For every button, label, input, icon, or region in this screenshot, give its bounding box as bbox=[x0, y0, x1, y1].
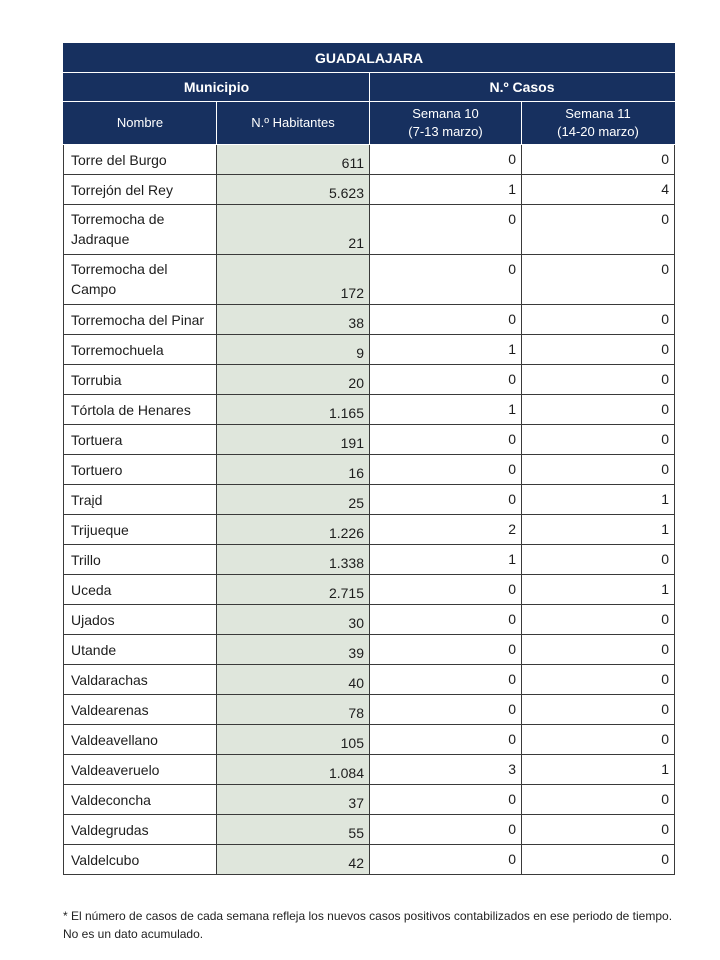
cases-table bbox=[63, 43, 675, 875]
cell-semana10: 1 bbox=[370, 335, 522, 365]
table-row bbox=[64, 305, 675, 335]
table-row bbox=[64, 845, 675, 875]
table-row bbox=[64, 665, 675, 695]
cell-habitantes: 2.715 bbox=[217, 575, 370, 605]
cell-semana11: 0 bbox=[522, 815, 675, 845]
cell-semana11: 0 bbox=[522, 255, 675, 305]
cell-semana10: 0 bbox=[370, 485, 522, 515]
table-row bbox=[64, 455, 675, 485]
cell-semana11: 4 bbox=[522, 175, 675, 205]
cell-semana10: 0 bbox=[370, 815, 522, 845]
cell-semana10: 0 bbox=[370, 605, 522, 635]
cell-semana10: 0 bbox=[370, 635, 522, 665]
table-row bbox=[64, 605, 675, 635]
cell-habitantes: 78 bbox=[217, 695, 370, 725]
cell-nombre: Torremocha del Pinar bbox=[64, 305, 217, 335]
cell-nombre: Tortuero bbox=[64, 455, 217, 485]
cell-semana10: 0 bbox=[370, 145, 522, 175]
cell-nombre: Valdeaveruelo bbox=[64, 755, 217, 785]
table-row bbox=[64, 545, 675, 575]
cell-semana10: 0 bbox=[370, 725, 522, 755]
cell-habitantes: 1.084 bbox=[217, 755, 370, 785]
table-row bbox=[64, 725, 675, 755]
table-row bbox=[64, 515, 675, 545]
cell-nombre: Torre del Burgo bbox=[64, 145, 217, 175]
table-title: GUADALAJARA bbox=[64, 44, 675, 73]
cell-semana11: 0 bbox=[522, 725, 675, 755]
cell-semana11: 1 bbox=[522, 485, 675, 515]
cell-habitantes: 38 bbox=[217, 305, 370, 335]
cell-semana11: 0 bbox=[522, 205, 675, 255]
cell-habitantes: 16 bbox=[217, 455, 370, 485]
table-row bbox=[64, 175, 675, 205]
cell-semana10: 0 bbox=[370, 665, 522, 695]
cell-semana10: 0 bbox=[370, 695, 522, 725]
cell-semana10: 1 bbox=[370, 175, 522, 205]
column-header-semana11 bbox=[522, 102, 675, 145]
cell-nombre: Torremocha de Jadraque bbox=[64, 205, 217, 255]
table-row bbox=[64, 335, 675, 365]
cell-nombre: Trillo bbox=[64, 545, 217, 575]
cell-semana11: 0 bbox=[522, 845, 675, 875]
table-row bbox=[64, 635, 675, 665]
cell-semana11: 1 bbox=[522, 575, 675, 605]
cell-habitantes: 40 bbox=[217, 665, 370, 695]
cell-habitantes: 30 bbox=[217, 605, 370, 635]
cell-nombre: Valdeconcha bbox=[64, 785, 217, 815]
cell-nombre: Traįd bbox=[64, 485, 217, 515]
cell-habitantes: 172 bbox=[217, 255, 370, 305]
cell-semana10: 0 bbox=[370, 305, 522, 335]
cell-semana11: 1 bbox=[522, 515, 675, 545]
cell-semana11: 0 bbox=[522, 145, 675, 175]
table-row bbox=[64, 485, 675, 515]
cell-nombre: Tortuera bbox=[64, 425, 217, 455]
cell-semana10: 0 bbox=[370, 255, 522, 305]
footnote: * El número de casos de cada semana refleja los nuevos casos positivos contabilizados en ese periodo de tiempo. No es un dato acumulado. bbox=[63, 909, 673, 941]
cell-habitantes: 9 bbox=[217, 335, 370, 365]
cell-nombre: Utande bbox=[64, 635, 217, 665]
table-row bbox=[64, 695, 675, 725]
cell-habitantes: 55 bbox=[217, 815, 370, 845]
cell-habitantes: 20 bbox=[217, 365, 370, 395]
cell-habitantes: 191 bbox=[217, 425, 370, 455]
cell-semana10: 0 bbox=[370, 425, 522, 455]
cell-habitantes: 1.226 bbox=[217, 515, 370, 545]
cell-habitantes: 5.623 bbox=[217, 175, 370, 205]
semana11-label: Semana 11 bbox=[565, 106, 631, 121]
cell-semana11: 0 bbox=[522, 455, 675, 485]
cell-semana11: 0 bbox=[522, 395, 675, 425]
cell-semana11: 0 bbox=[522, 305, 675, 335]
cell-semana10: 0 bbox=[370, 575, 522, 605]
cell-semana10: 0 bbox=[370, 785, 522, 815]
cell-habitantes: 611 bbox=[217, 145, 370, 175]
cell-semana11: 0 bbox=[522, 635, 675, 665]
column-header-nombre: Nombre bbox=[64, 102, 217, 145]
table-row bbox=[64, 755, 675, 785]
cell-semana11: 0 bbox=[522, 335, 675, 365]
cell-nombre: Valdeavellano bbox=[64, 725, 217, 755]
cell-semana10: 0 bbox=[370, 205, 522, 255]
group-header-municipio: Municipio bbox=[64, 73, 370, 102]
semana11-dates: (14-20 marzo) bbox=[557, 124, 639, 139]
cell-semana11: 0 bbox=[522, 605, 675, 635]
table-row bbox=[64, 365, 675, 395]
table-row bbox=[64, 785, 675, 815]
group-header-casos: N.º Casos bbox=[370, 73, 675, 102]
cell-nombre: Torrejón del Rey bbox=[64, 175, 217, 205]
cell-nombre: Torrubia bbox=[64, 365, 217, 395]
cell-semana11: 0 bbox=[522, 665, 675, 695]
cell-semana10: 3 bbox=[370, 755, 522, 785]
cell-semana10: 1 bbox=[370, 395, 522, 425]
cell-semana10: 0 bbox=[370, 365, 522, 395]
cell-semana11: 0 bbox=[522, 545, 675, 575]
cell-nombre: Ujados bbox=[64, 605, 217, 635]
column-header-semana10 bbox=[370, 102, 522, 145]
table-row bbox=[64, 205, 675, 255]
semana10-dates: (7-13 marzo) bbox=[408, 124, 483, 139]
cell-semana10: 0 bbox=[370, 845, 522, 875]
cell-habitantes: 105 bbox=[217, 725, 370, 755]
table-row bbox=[64, 145, 675, 175]
cell-nombre: Valdelcubo bbox=[64, 845, 217, 875]
table-row bbox=[64, 395, 675, 425]
cell-semana11: 0 bbox=[522, 695, 675, 725]
cell-nombre: Uceda bbox=[64, 575, 217, 605]
cell-nombre: Trijueque bbox=[64, 515, 217, 545]
cell-nombre: Torremochuela bbox=[64, 335, 217, 365]
cell-nombre: Valdarachas bbox=[64, 665, 217, 695]
cell-habitantes: 42 bbox=[217, 845, 370, 875]
table-body bbox=[64, 145, 675, 875]
table-row bbox=[64, 575, 675, 605]
semana10-label: Semana 10 bbox=[412, 106, 479, 121]
cell-habitantes: 1.165 bbox=[217, 395, 370, 425]
cell-semana10: 0 bbox=[370, 455, 522, 485]
cell-semana10: 1 bbox=[370, 545, 522, 575]
table-row bbox=[64, 815, 675, 845]
cell-semana11: 1 bbox=[522, 755, 675, 785]
cell-nombre: Valdegrudas bbox=[64, 815, 217, 845]
cell-habitantes: 21 bbox=[217, 205, 370, 255]
cell-habitantes: 25 bbox=[217, 485, 370, 515]
table-row bbox=[64, 255, 675, 305]
cell-habitantes: 37 bbox=[217, 785, 370, 815]
column-header-habitantes: N.º Habitantes bbox=[217, 102, 370, 145]
cell-semana10: 2 bbox=[370, 515, 522, 545]
cell-nombre: Valdearenas bbox=[64, 695, 217, 725]
cell-semana11: 0 bbox=[522, 785, 675, 815]
table-row bbox=[64, 425, 675, 455]
cell-nombre: Torremocha del Campo bbox=[64, 255, 217, 305]
cell-semana11: 0 bbox=[522, 425, 675, 455]
cell-habitantes: 1.338 bbox=[217, 545, 370, 575]
cell-habitantes: 39 bbox=[217, 635, 370, 665]
cell-semana11: 0 bbox=[522, 365, 675, 395]
cases-table-container bbox=[63, 43, 674, 875]
cell-nombre: Tórtola de Henares bbox=[64, 395, 217, 425]
